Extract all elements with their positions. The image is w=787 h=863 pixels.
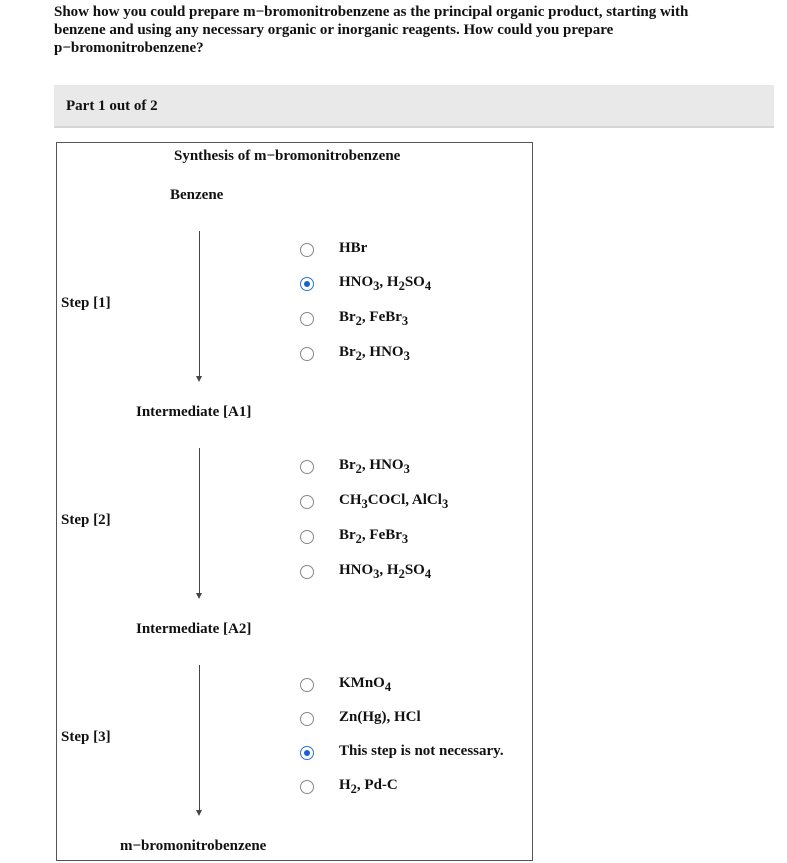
radio-icon[interactable]	[300, 780, 314, 794]
option-label: $Br_2$, FeBr$_3$	[339, 309, 409, 328]
step-1-label: Step [1]	[61, 295, 111, 311]
radio-icon[interactable]	[300, 712, 314, 726]
step-1-arrow	[199, 231, 200, 376]
option-label: $Br_2$, $HNO_3$	[339, 344, 410, 363]
option-label: HBr	[339, 240, 368, 256]
part-header	[54, 85, 774, 128]
step-3-label: Step [3]	[61, 729, 111, 745]
option-label: $Br_2$, $HNO_3$	[339, 457, 410, 476]
intermediate-a1: Intermediate [A1]	[136, 404, 252, 420]
radio-icon[interactable]	[300, 243, 314, 257]
radio-icon[interactable]	[300, 565, 314, 579]
radio-icon[interactable]	[300, 530, 314, 544]
option-label: KMnO$_4$	[339, 675, 392, 694]
step-3-arrow	[199, 665, 200, 810]
option-label: Zn(Hg), HCl	[339, 709, 421, 725]
radio-icon[interactable]	[300, 277, 314, 291]
radio-icon[interactable]	[300, 312, 314, 326]
radio-icon[interactable]	[300, 460, 314, 474]
question-line-3: p−bromonitrobenzene?	[54, 40, 204, 56]
radio-icon[interactable]	[300, 678, 314, 692]
intermediate-a2: Intermediate [A2]	[136, 621, 252, 637]
radio-icon[interactable]	[300, 347, 314, 361]
radio-icon[interactable]	[300, 495, 314, 509]
option-label: $Br_2$, FeBr$_3$	[339, 527, 409, 546]
product-compound: m−bromonitrobenzene	[120, 838, 267, 854]
question-text	[54, 3, 774, 57]
question-line-1: Show how you could prepare m−bromonitrobenzene as the principal organic product, starting with	[54, 4, 689, 20]
question-line-2: benzene and using any necessary organic or inorganic reagents. How could you prepare	[54, 22, 614, 38]
step-2-label: Step [2]	[61, 512, 111, 528]
option-label: $HNO_3$, $H_2SO_4$	[339, 274, 432, 293]
synthesis-panel	[56, 142, 533, 861]
option-label: This step is not necessary.	[339, 743, 504, 759]
radio-icon[interactable]	[300, 746, 314, 760]
synthesis-title: Synthesis of m−bromonitrobenzene	[174, 148, 401, 164]
step-2-arrow	[199, 448, 200, 593]
start-compound: Benzene	[170, 187, 224, 203]
part-label: Part 1 out of 2	[66, 98, 158, 114]
option-label: $CH_3COCl$, AlCl$_3$	[339, 492, 449, 511]
option-label: $HNO_3$, $H_2SO_4$	[339, 562, 432, 581]
option-label: $H_2$, Pd-C	[339, 777, 398, 796]
